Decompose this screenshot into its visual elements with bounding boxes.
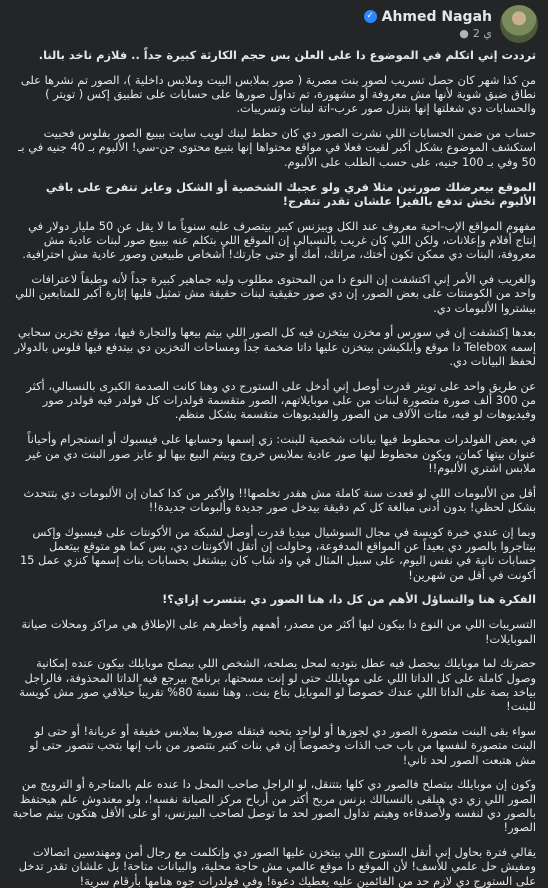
post-paragraph: التسريبات اللي من النوع دا بيكون ليها أكثر من مصدر، أهمهم وأخطرهم على الإطلاق هي مراكز ومحلات صيانة الموبايلات! xyxy=(21,617,536,646)
post-paragraph: مفهوم المواقع الإب-احية معروف عند الكل وبيزنس كبير بيتصرف عليه سنوياً ما لا يقل عن 50 مليار دولار في إنتاج أفلام وإعلانات، ولكن اللي كان غريب بالنسبالي إن الموقع اللي بتكلم عنه بيبيع صور لبنات عادية مش معروفة، البنات دي ممكن تكون أختك، مراتك، أمك أو حتى جارتك! أشخاص طبيعين وصور عادية مش احترافية. xyxy=(22,218,536,262)
avatar[interactable] xyxy=(500,5,538,43)
post-body xyxy=(0,44,548,888)
post-paragraph: وكون إن موبايلك بيتصلح فالصور دي كلها بتتنقل، لو الراجل صاحب المحل دا عنده علم بالمتاجرة أو الترويج من الصور اللي زي دي هيلقى بالنسبالك بزنس مربح أكتر من أرباح مركز الصيانة نفسه!، ولو معندوش علم هيحتفظ بالصور دي لنفسه ولأصدقاءه وهيتم تداول الصور لحد ما توصل لصاحب البيزنس، أو على الأقل هتكون بيتم صاحبة الصور! xyxy=(12,777,536,835)
post-paragraph: من كذا شهر كان حصل تسريب لصور بنت مصرية ( صور بملابس البيت وملابس داخلية )، الصور تم نشرها على نطاق ضيق شوية لأنها مش معروفة أو مشهورة، تم تداول صورها على حسابات على تطبيق إكس ( تويتر ) والحسابات دي شغلتها إنها بتنزل صور عرب-اتة لبنات وتسريبات. xyxy=(20,72,536,116)
post-time[interactable]: 2 ي xyxy=(472,26,492,40)
post-paragraph: يقالي فترة بحاول إني أتقل الستورج اللي بيتخزن عليها الصور دي وإتكلمت مع رجال أمن ومهندسين اتصالات ومفيش حل علمي للأسف! لأن الموقع دا موقع عالمي مش حاجة محلية، والبيانات متاحة! بل علشان تقدر تدخل على الستورج دي لازم حد من القائمين عليه يعطيك دعوة! وفي فولدرات جوه هنامها بأرقام سرية! xyxy=(18,845,536,888)
post-paragraph: سواء بقى البنت متصورة الصور دي لجوزها أو لواحد بتحبه فبتقله صورها بملابس خفيفة أو عريانة! أو حتى لو البنت متصورة لنفسها من باب حب الذات وخصوصاً إن في بنات كتير بتتصور من باب إنها بتحب تتصور حتى لو مش هتبعت الصور لحد تاني! xyxy=(29,723,536,767)
post-paragraph: في بعض الفولدرات محطوط فيها بيانات شخصية للبنت: زي إسمها وحسابها على فيسبوك أو انستجرام وأحياناً عنوان بيتها كمان، ويكون محطوط ليها صور عادية بملابس خروج وبيتم البيع بيها لو عايز صور البنت دي من غير ملابس اشتري الألبوم!! xyxy=(25,432,536,475)
post-paragraph: والغريب في الأمر إني اكتشفت إن النوع دا من المحتوى مطلوب وليه جماهير كبيرة جداً لأنه وطبقاً لاعترافات واحد من الكومنتات على بعض الصور، إن دي صور حقيقية لبنات حقيقة مش تمثيل فليها إثارة أكبر للمتابعين اللي بيشتروا الألبومات دي. xyxy=(15,272,536,315)
post-paragraph: الفكرة هنا والتساؤل الأهم من كل دا، هنا الصور دي بتتسرب إزاي؟! xyxy=(162,592,536,607)
timestamp-row xyxy=(459,27,492,40)
author-name[interactable]: Ahmed Nagah xyxy=(381,8,492,25)
post-paragraph: حساب من ضمن الحسابات اللي نشرت الصور دي كان حطط لينك لويب سايت بيبيع الصور بفلوس فحبيت استكشف الموضوع بشكل أكبر لقيت فعلا في مواقع محتواها إنها بتبيع محتوى جن-سي! الألبوم بـ 40 جنيه في بـ 50 وفي بـ 100 جنيه، على حسب الطلب على الألبوم. xyxy=(18,126,536,169)
author-row xyxy=(364,9,492,25)
globe-icon: ● xyxy=(459,26,469,40)
post-paragraph: وبما إن عندي خبرة كويسة في مجال السوشيال ميديا قدرت أوصل لشبكة من الأكونتات على فيسبوك وإكس بيتاجروا بالصور دي بعيداً عن المواقع المدفوعة، وحاولت إن أتقل الأكونتات دي، بس كما هو متوقع بيتعمل حسابات تانية في نفس اليوم، على سبيل المثال في واد شاب كان بيشتغل بحسابات بنات إسمها كنزي عمل 15 أكونت في أقل من شهرين! xyxy=(19,524,536,582)
post-meta xyxy=(364,9,492,40)
post-header xyxy=(0,0,548,44)
post-paragraph: الموقع بيعرضلك صورتين مثلا فري ولو عجبك الشخصية أو الشكل وعايز تتفرج على باقي الألبوم تخش تدفع بالفيزا علشان تقدر تتفرج! xyxy=(45,179,536,208)
post-paragraph: حضرتك لما موبايلك بيحصل فيه عطل بتوديه لمحل يصلحه، الشخص اللي بيصلح موبايلك بيكون عنده إمكانية وصول كاملة على كل الداتا اللي على موبايلك حتى لو إنت مسحتها، برنامج بيرجع فيه الداتا المحذوفة، فالراجل بياخد بصة على الداتا اللي عندك خصوصاً لو الموبايل بتاع بنت.. وهنا نسبة 80% تقريباً حيلاقي صور مش كويسة للبنت! xyxy=(19,656,536,714)
post-paragraph: عن طريق واحد على تويتر قدرت أوصل إني أدخل على الستورج دي وهنا كانت الصدمة الكبرى بالنسبالي، أكثر من 300 ألف صورة متصورة لبنات من على موبايلاتهم، الصور متقسمة فولدرات كل فولدر فيه فولدر صور وفيديوهات لو فيه، مئات الآلاف من الصور والفيديوهات متقسمة بشكل منظم. xyxy=(26,378,536,422)
post-paragraph: أقل من الألبومات اللي لو قعدت سنة كاملة مش هقدر تخلصها!! والأكبر من كدا كمان إن الألبومات دي بتتحدث بشكل لحظي! بدون أدنى مبالغة كل كم دقيقة بيدخل صور جديدة وألبومات جديدة!! xyxy=(23,485,536,514)
post-paragraph: ترددت إني اتكلم في الموضوع دا على العلن بس حجم الكارثة كبيرة جداً .. فلازم ناخد بالنا. xyxy=(38,48,536,62)
verified-badge-icon: ✓ xyxy=(364,10,377,23)
post-paragraph: بعدها إكتشفت إن في سورس أو مخزن بيتخزن فيه كل الصور اللي بيتم بيعها والتجارة فيها، موقع تخزين سحابي إسمه Telebox دا موقع وأبلكيشن بيتخزن عليها داتا ضخمة جداً ومساحات التخزين دي بيتدفع فيها فلوس بالدولار لحفظ البيانات دي. xyxy=(14,325,536,369)
